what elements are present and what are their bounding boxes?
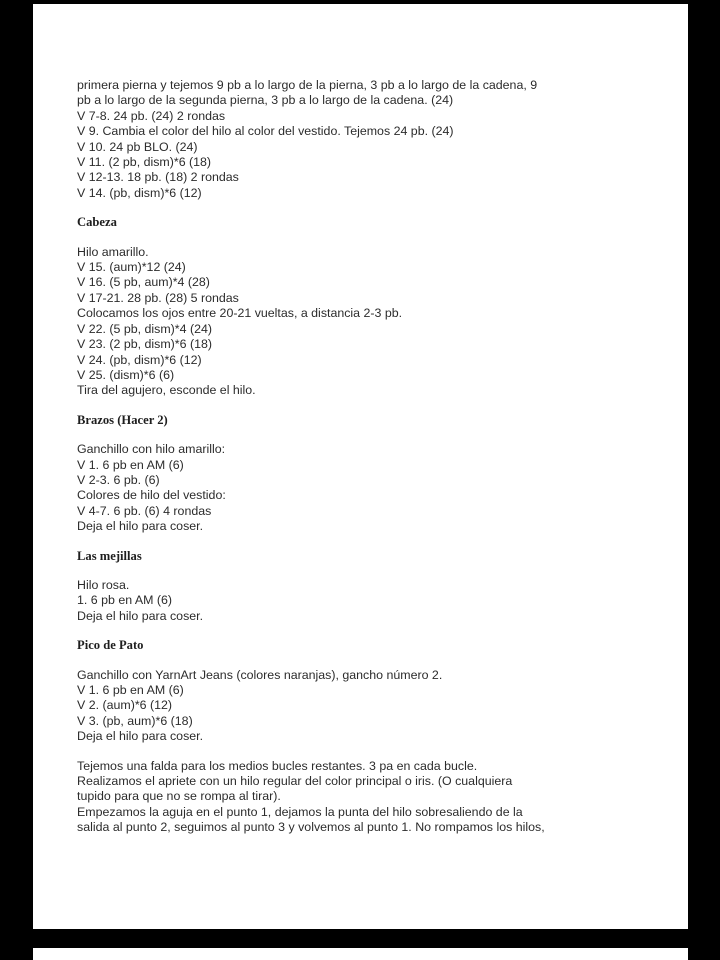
- text-line: V 22. (5 pb, dism)*4 (24): [77, 321, 212, 336]
- text-line: Hilo rosa.: [77, 577, 130, 592]
- text-line: V 1. 6 pb en AM (6): [77, 457, 184, 472]
- next-document-page: [33, 948, 688, 960]
- text-line: Realizamos el apriete con un hilo regular del color principal o iris. (O cualquiera: [77, 774, 513, 789]
- text-line: V 2. (aum)*6 (12): [77, 698, 173, 713]
- text-line: Tira del agujero, esconde el hilo.: [77, 383, 256, 398]
- text-line: V 11. (2 pb, dism)*6 (18): [77, 155, 212, 170]
- text-line: V 24. (pb, dism)*6 (12): [77, 352, 202, 367]
- brazos-section: [77, 442, 587, 534]
- text-line: Deja el hilo para coser.: [77, 608, 204, 623]
- text-line: V 16. (5 pb, aum)*4 (28): [77, 275, 210, 290]
- heading-pico-de-pato: Pico de Pato: [77, 638, 144, 653]
- text-line: V 12-13. 18 pb. (18) 2 rondas: [77, 170, 239, 185]
- spacer: [77, 428, 587, 442]
- text-line: salida al punto 2, seguimos al punto 3 y volvemos al punto 1. No rompamos los hilos,: [77, 820, 545, 835]
- text-line: Colores de hilo del vestido:: [77, 488, 226, 503]
- text-line: Deja el hilo para coser.: [77, 519, 204, 534]
- spacer: [77, 624, 587, 638]
- falda-section: [77, 759, 587, 836]
- text-line: tupido para que no se rompa al tirar).: [77, 789, 281, 804]
- heading-cabeza: Cabeza: [77, 215, 117, 230]
- text-line: V 10. 24 pb BLO. (24): [77, 139, 198, 154]
- text-line: V 4-7. 6 pb. (6) 4 rondas: [77, 503, 212, 518]
- text-line: V 7-8. 24 pb. (24) 2 rondas: [77, 108, 226, 123]
- text-line: pb a lo largo de la segunda pierna, 3 pb a lo largo de la cadena. (24): [77, 93, 454, 108]
- text-line: 1. 6 pb en AM (6): [77, 593, 173, 608]
- pico-section: [77, 668, 587, 745]
- text-line: V 14. (pb, dism)*6 (12): [77, 185, 202, 200]
- heading-brazos: Brazos (Hacer 2): [77, 412, 168, 427]
- spacer: [77, 745, 587, 759]
- spacer: [77, 535, 587, 549]
- text-line: V 3. (pb, aum)*6 (18): [77, 713, 193, 728]
- mejillas-section: [77, 578, 587, 624]
- text-line: Empezamos la aguja en el punto 1, dejamos la punta del hilo sobresaliendo de la: [77, 804, 523, 819]
- text-line: Hilo amarillo.: [77, 244, 149, 259]
- text-line: primera pierna y tejemos 9 pb a lo largo de la pierna, 3 pb a lo largo de la cadena, 9: [77, 78, 538, 92]
- spacer: [77, 654, 587, 668]
- cabeza-section: [77, 245, 587, 399]
- text-line: Deja el hilo para coser.: [77, 729, 204, 744]
- heading-mejillas: Las mejillas: [77, 548, 142, 563]
- text-line: Ganchillo con YarnArt Jeans (colores naranjas), gancho número 2.: [77, 667, 443, 682]
- text-line: V 2-3. 6 pb. (6): [77, 472, 160, 487]
- text-line: V 23. (2 pb, dism)*6 (18): [77, 337, 212, 352]
- spacer: [77, 231, 587, 245]
- intro-section: [77, 78, 587, 201]
- spacer: [77, 201, 587, 215]
- text-line: Colocamos los ojos entre 20-21 vueltas, a distancia 2-3 pb.: [77, 306, 403, 321]
- pattern-text: [77, 78, 587, 836]
- text-line: V 1. 6 pb en AM (6): [77, 683, 184, 697]
- text-line: V 9. Cambia el color del hilo al color del vestido. Tejemos 24 pb. (24): [77, 124, 454, 139]
- text-line: Ganchillo con hilo amarillo:: [77, 442, 226, 457]
- spacer: [77, 399, 587, 413]
- text-line: V 25. (dism)*6 (6): [77, 367, 175, 382]
- spacer: [77, 564, 587, 578]
- text-line: V 17-21. 28 pb. (28) 5 rondas: [77, 290, 239, 305]
- text-line: Tejemos una falda para los medios bucles restantes. 3 pa en cada bucle.: [77, 758, 478, 773]
- text-line: V 15. (aum)*12 (24): [77, 260, 186, 275]
